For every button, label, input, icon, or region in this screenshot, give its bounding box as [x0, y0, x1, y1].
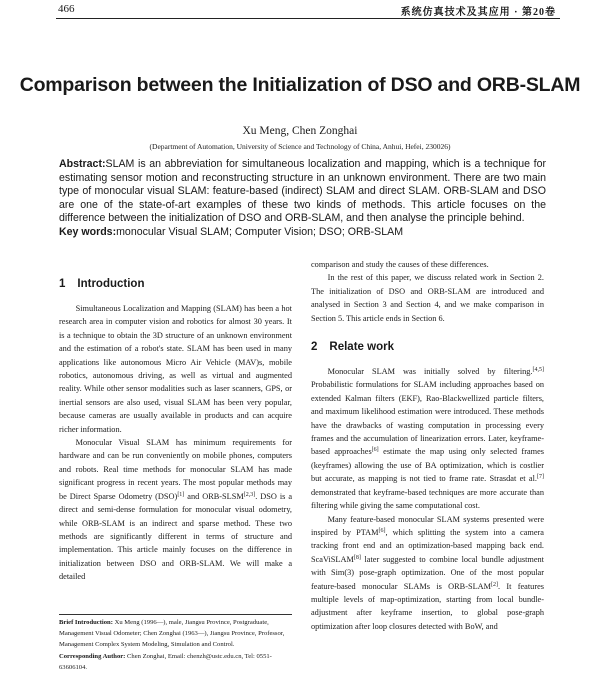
footnote-bio-label: Brief Introduction: — [59, 619, 113, 626]
abstract-block — [59, 158, 546, 240]
journal-header: 系统仿真技术及其应用 · 第20卷 — [400, 7, 556, 18]
related-p2-part-b: , which splitting the system into a camera tracking front end and an optimization-based mapping back end. ScaViSLAM — [311, 527, 544, 564]
intro-continuation: comparison and study the causes of these differences. — [311, 260, 489, 269]
footnote-bio — [59, 617, 292, 651]
footnote — [59, 614, 292, 673]
intro-p2-part-c: . DSO is a direct and semi-dense formulation for monocular visual odometry, while ORB-SLAM is an indirect and sparse method. These two methods are significantly different in terms of structure and implementation. This article mainly focuses on the difference in initialization between DSO and ORB-SLAM. We will make a detailed — [59, 491, 292, 582]
footnote-corr-text: Chen Zonghai, Email: chenzh@ustc.edu.cn, Tel: 0551-63606104. — [59, 652, 272, 671]
section-1-heading — [59, 276, 292, 292]
intro-p2-part-a: Monocular Visual SLAM has minimum requirements for hardware and can be run conveniently on mobile phones, computers and robots. Real time methods for monocular SLAM has made significant progress in recent years. The most popular methods may be Direct Sparse Odometry (DSO) — [59, 438, 292, 501]
related-p1-part-c: estimate the map using only selected frames (keyframes) allowing the use of BA optimization, which is costlier but accurate, as mapping is not tied to frame rate. Strasdat et al. — [311, 447, 544, 484]
authors: Xu Meng, Chen Zonghai — [242, 125, 358, 137]
footnote-corr-label: Corresponding Author: — [59, 652, 126, 660]
keywords-text: monocular Visual SLAM; Computer Vision; DSO; ORB-SLAM — [116, 225, 404, 238]
intro-p2-part-b: and ORB-SLSM — [184, 491, 244, 501]
section-1-number: 1 — [59, 278, 66, 290]
related-p1-part-b: Probabilistic formulations for SLAM including approaches based on extended Kalman filters (EKF), Rao-Blackwellized particle filters, and maximum likelihood estimation were introduced. These methods have the drawbacks of wasting computation in processing every frames and the accumulation of linearization errors. Later, keyframe-based approaches — [311, 380, 544, 457]
keywords-paragraph — [59, 226, 546, 240]
footnote-corresponding — [59, 651, 292, 673]
citation-1: [1] — [177, 491, 185, 498]
page-number: 466 — [58, 3, 75, 15]
header-rule — [56, 18, 560, 19]
keywords-label: Key words: — [59, 225, 117, 238]
related-p2-part-d: . It features multiple levels of map-optimization, starting from local bundle-adjustment after keyframe insertion, to global pose-graph optimization after loop closures detected with BoW, and — [311, 581, 544, 631]
citation-7: [7] — [537, 474, 544, 481]
citation-4-5: [4,5] — [532, 367, 544, 374]
paper-title: Comparison between the Initialization of DSO and ORB-SLAM — [19, 74, 581, 96]
related-p1-part-a: Monocular SLAM was initially solved by filtering. — [327, 367, 533, 377]
section-2-title: Relate work — [329, 341, 394, 354]
right-column — [311, 258, 544, 633]
affiliation: (Department of Automation, University of Science and Technology of China, Anhui, Hefei, 230026) — [149, 142, 451, 151]
abstract-label: Abstract: — [59, 158, 106, 170]
related-paragraph-2 — [311, 513, 544, 634]
left-column — [59, 258, 292, 584]
citation-6: [6] — [371, 447, 379, 454]
abstract-paragraph — [59, 158, 546, 226]
abstract-text: SLAM is an abbreviation for simultaneous localization and mapping, which is a technique for estimating sensor motion and reconstructing structure in an unknown environment. There are two main type of monocular visual SLAM: feature-based (indirect) SLAM and direct SLAM. ORB-SLAM and DSO are one of the state-of-art examples of these two kinds of methods. This article focuses on the difference between the initialization of DSO and ORB-SLAM, and then analyse the principle behind. — [59, 158, 546, 225]
section-2-heading — [311, 339, 544, 355]
section-1-title: Introduction — [77, 278, 145, 290]
citation-2-3: [2,3] — [243, 491, 256, 498]
intro-paragraph-2 — [59, 436, 292, 583]
related-p1-part-d: demonstrated that keyframe-based techniques are more accurate than filtering while giving the same computational cost. — [311, 487, 544, 511]
related-p2-part-a: Many feature-based monocular SLAM systems presented were inspired by PTAM — [311, 514, 544, 537]
section-2-number: 2 — [311, 341, 318, 354]
intro-paragraph-1: Simultaneous Localization and Mapping (SLAM) has been a hot research area in computer vision and robotics for almost 30 years. It is a technique to obtain the 3D structure of an unknown environment and the estimation of a robot's state. SLAM has been used in many applications like autonomous Micro Air Vehicle (MAV)s, mobile robotics, autonomous driving, as well as virtual and augmented reality. While other sensor modalities such as laser scanners, GPS, or inertial sensors are also used, visual SLAM has been very popular, because cameras are usually available in products and can acquire richer information. — [59, 304, 292, 434]
related-paragraph-1 — [311, 365, 544, 512]
related-p2-part-c: later suggested to combine local bundle adjustment with Sim(3) pose-graph optimization. One of the most popular feature-based monocular SLAMs is ORB-SLAM — [311, 554, 544, 591]
footnote-bio-text: Xu Meng (1996—), male, Jiangsu Province, Postgraduate, Management Visual Odometer; Chen Zonghai (1963—), Jiangsu Province, Professor, Management Complex System Modeling, Simulation and Control. — [59, 619, 285, 649]
intro-outline-paragraph: In the rest of this paper, we discuss related work in Section 2. The initialization of DSO and ORB-SLAM are introduced and analysed in Section 3 and Section 4, and we make comparison in Section 5. This article ends in Section 6. — [311, 273, 544, 323]
citation-8: [8] — [353, 554, 361, 561]
citation-ptam: [6] — [378, 527, 386, 534]
citation-2: [2] — [491, 581, 499, 588]
